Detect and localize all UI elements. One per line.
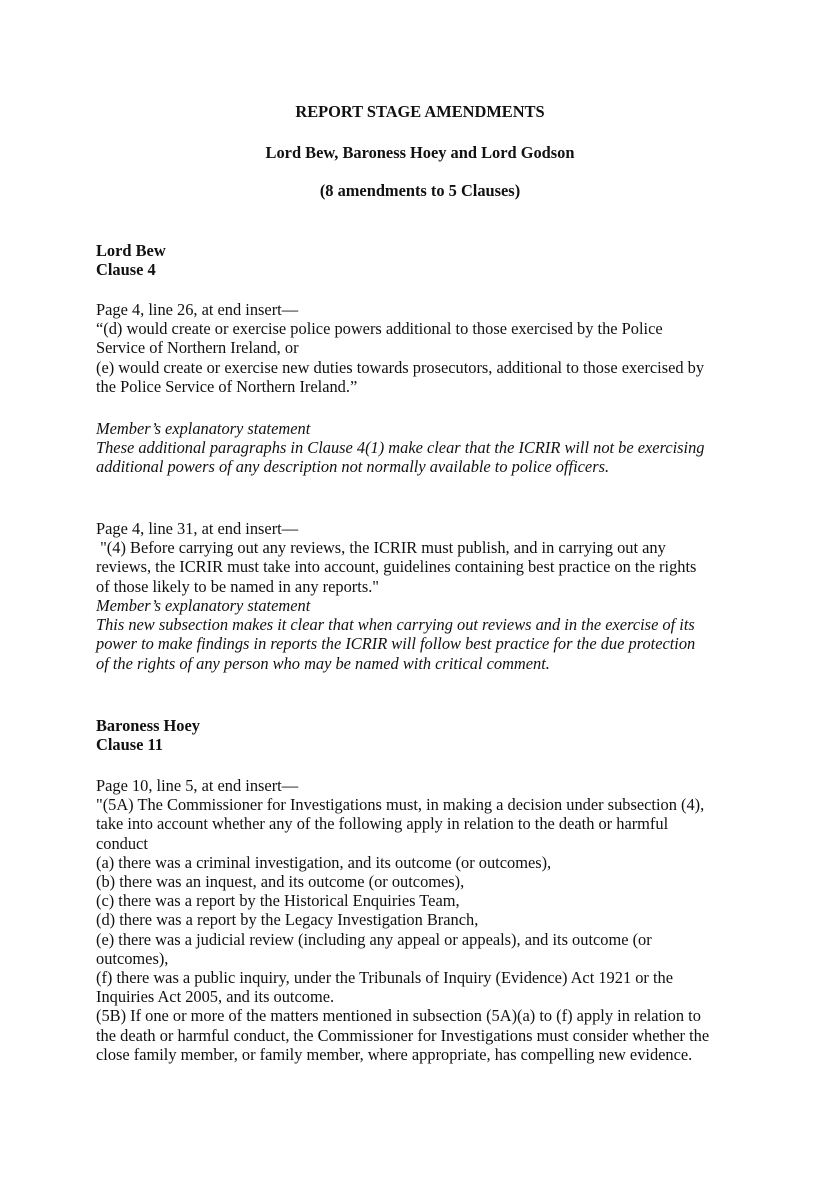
amendment-line: Page 4, line 31, at end insert— (96, 519, 299, 538)
explanatory-statement (96, 419, 756, 477)
amendment-line: “(d) would create or exercise police powers additional to those exercised by the Police (96, 319, 663, 339)
amendment-count: (8 amendments to 5 Clauses) (319, 181, 521, 200)
amendment-text (96, 519, 756, 596)
amendment-text (96, 776, 756, 1064)
statement-line: This new subsection makes it clear that when carrying out reviews and in the exercise of its (96, 615, 695, 635)
amendment-line: (e) there was a judicial review (including any appeal or appeals), and its outcome (or (96, 929, 652, 949)
amendment-line: (a) there was a criminal investigation, and its outcome (or outcomes), (96, 852, 552, 872)
sponsors-line: Lord Bew, Baroness Hoey and Lord Godson (265, 143, 575, 162)
member-name: Lord Bew (96, 241, 166, 260)
amendment-line: close family member, or family member, where appropriate, has compelling new evidence. (96, 1044, 693, 1064)
amendment-line: the death or harmful conduct, the Commissioner for Investigations must consider whether the (96, 1025, 710, 1045)
section-heading-lord-bew (96, 241, 756, 279)
amendment-line: outcomes), (96, 948, 169, 968)
amendment-text (96, 300, 756, 396)
statement-line: power to make findings in reports the ICRIR will follow best practice for the due protection (96, 634, 696, 654)
amendment-line: "(5A) The Commissioner for Investigations must, in making a decision under subsection (4), (96, 795, 705, 815)
amendment-line: of those likely to be named in any reports." (96, 576, 379, 596)
amendment-line: Page 10, line 5, at end insert— (96, 776, 299, 795)
statement-label: Member’s explanatory statement (96, 596, 311, 615)
explanatory-statement (96, 596, 756, 673)
amendment-line: (5B) If one or more of the matters mentioned in subsection (5A)(a) to (f) apply in relation to (96, 1006, 701, 1026)
section-heading-baroness-hoey (96, 716, 756, 754)
statement-line: additional powers of any description not normally available to police officers. (96, 457, 610, 477)
amendment-line: Page 4, line 26, at end insert— (96, 300, 299, 319)
document-title: REPORT STAGE AMENDMENTS (295, 102, 545, 121)
amendment-line: (c) there was a report by the Historical Enquiries Team, (96, 891, 460, 911)
amendment-line: reviews, the ICRIR must take into account, guidelines containing best practice on the rights (96, 557, 697, 577)
amendment-line: (d) there was a report by the Legacy Investigation Branch, (96, 910, 479, 930)
statement-line: These additional paragraphs in Clause 4(1) make clear that the ICRIR will not be exercising (96, 438, 705, 458)
statement-label: Member’s explanatory statement (96, 419, 311, 438)
clause-number: Clause 4 (96, 260, 156, 280)
amendment-line: (f) there was a public inquiry, under the Tribunals of Inquiry (Evidence) Act 1921 or the (96, 968, 674, 988)
amendment-line: conduct (96, 833, 148, 853)
amendment-line: the Police Service of Northern Ireland.” (96, 376, 358, 396)
member-name: Baroness Hoey (96, 716, 200, 735)
clause-number: Clause 11 (96, 735, 163, 755)
amendment-line: Inquiries Act 2005, and its outcome. (96, 987, 335, 1007)
statement-line: of the rights of any person who may be named with critical comment. (96, 653, 550, 673)
amendment-line: take into account whether any of the following apply in relation to the death or harmful (96, 814, 669, 834)
amendment-line: (b) there was an inquest, and its outcome (or outcomes), (96, 872, 465, 892)
amendment-line: Service of Northern Ireland, or (96, 338, 299, 358)
amendment-line: "(4) Before carrying out any reviews, the ICRIR must publish, and in carrying out any (96, 538, 666, 558)
amendment-line: (e) would create or exercise new duties towards prosecutors, additional to those exercised by (96, 357, 705, 377)
